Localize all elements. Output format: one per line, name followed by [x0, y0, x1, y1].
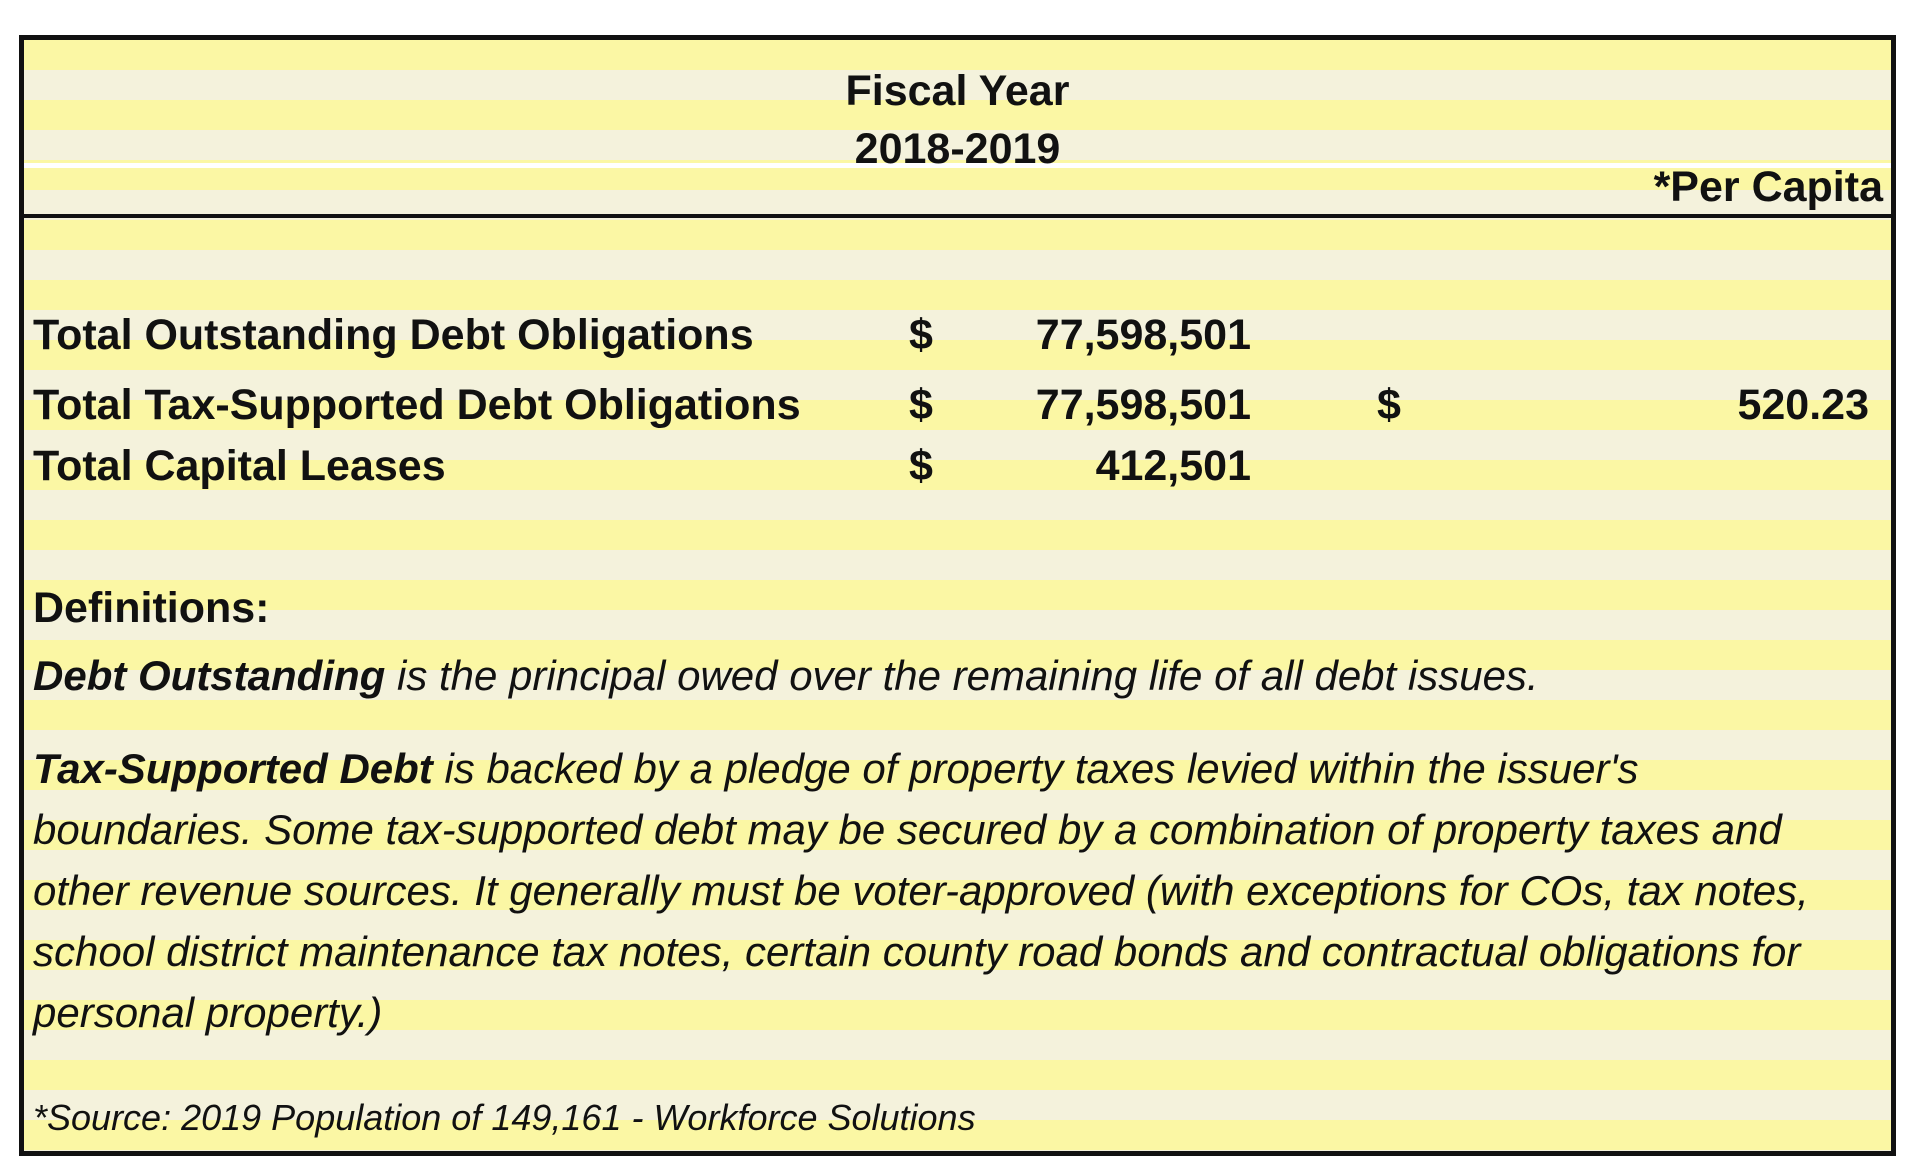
row-label: Total Capital Leases	[33, 442, 446, 490]
definition-text: is backed by a pledge of property taxes levied within the issuer's boundaries. Some tax-supported debt may be secured by a combination of property taxes and other revenue sources. It generally must be voter-approved (with exceptions for COs, tax notes, school district maintenance tax notes, certain county road bonds and contractual obligations for personal property.)	[33, 745, 1809, 1036]
per-capita-currency-symbol: $	[1377, 381, 1401, 429]
source-note: *Source: 2019 Population of 149,161 - Workforce Solutions	[33, 1097, 976, 1138]
per-capita-heading: *Per Capita	[1653, 163, 1883, 211]
row-amount: 412,501	[1095, 442, 1251, 490]
definitions-heading: Definitions:	[33, 584, 270, 632]
definition-debt-outstanding	[33, 645, 1863, 706]
row-amount: 77,598,501	[1035, 381, 1251, 429]
definition-term: Tax-Supported Debt	[33, 745, 433, 792]
fiscal-year-label: Fiscal Year	[845, 67, 1070, 115]
row-total-capital-leases	[24, 441, 1891, 491]
fiscal-year-value: 2018-2019	[854, 125, 1061, 173]
definition-text: is the principal owed over the remaining life of all debt issues.	[385, 652, 1539, 699]
currency-symbol: $	[909, 442, 933, 490]
table-header	[24, 40, 1891, 218]
definition-tax-supported-debt	[33, 738, 1863, 1043]
row-amount: 77,598,501	[1035, 311, 1251, 359]
currency-symbol: $	[909, 311, 933, 359]
definition-term: Debt Outstanding	[33, 652, 386, 699]
currency-symbol: $	[909, 381, 933, 429]
row-label: Total Outstanding Debt Obligations	[33, 311, 754, 359]
row-total-tax-supported-debt	[24, 380, 1891, 430]
debt-summary-panel	[19, 35, 1896, 1156]
row-total-outstanding-debt	[24, 310, 1891, 360]
row-label: Total Tax-Supported Debt Obligations	[33, 381, 801, 429]
per-capita-value: 520.23	[1737, 381, 1869, 429]
